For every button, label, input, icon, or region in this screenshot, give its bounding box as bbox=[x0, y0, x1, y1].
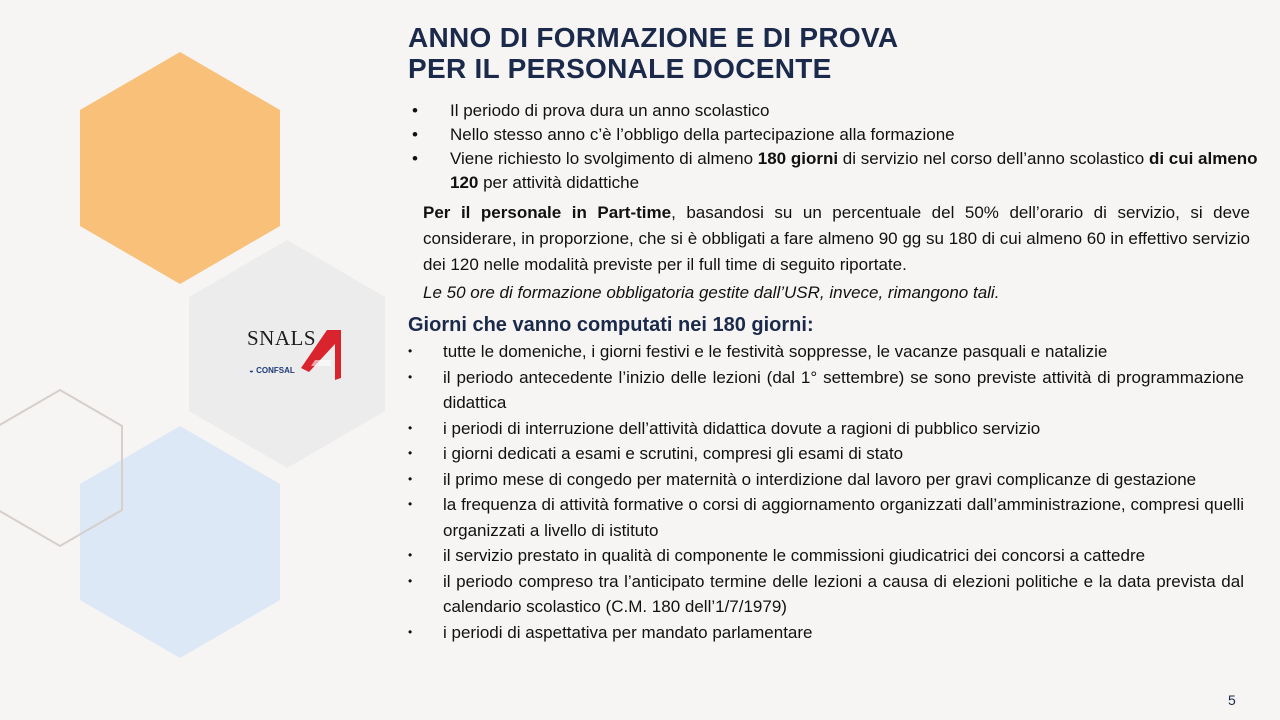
confsal-label: CONFSAL bbox=[256, 366, 295, 375]
bullet-icon: • bbox=[408, 420, 413, 435]
part-time-label: Per il personale in Part-time bbox=[423, 203, 672, 222]
logo-snals-text: SNALS bbox=[247, 326, 317, 350]
bullet-icon: • bbox=[408, 344, 413, 358]
confsal-icon: ◒ bbox=[249, 366, 254, 375]
bullet-icon: • bbox=[408, 573, 413, 588]
slide-title-line-1: ANNO DI FORMAZIONE E DI PROVA bbox=[408, 22, 899, 53]
orange-hexagon bbox=[80, 52, 280, 284]
bullet-icon: • bbox=[412, 125, 418, 144]
page-number: 5 bbox=[1228, 692, 1236, 708]
computed-day-item: • il primo mese di congedo per maternità o interdizione dal lavoro per gravi complicanze di gestazione bbox=[408, 467, 1244, 493]
bullet-icon: • bbox=[408, 446, 413, 460]
bullet-icon: • bbox=[408, 471, 413, 486]
logo-confsal-text bbox=[249, 366, 295, 375]
computed-day-item: • i giorni dedicati a esami e scrutini, compresi gli esami di stato bbox=[408, 441, 1244, 467]
highlight-180-giorni: 180 giorni bbox=[757, 149, 839, 168]
computed-day-item: • il servizio prestato in qualità di componente le commissioni giudicatrici dei concorsi a cattedre bbox=[408, 543, 1244, 569]
training-note: Le 50 ore di formazione obbligatoria gestite dall’USR, invece, rimangono tali. bbox=[423, 283, 1000, 302]
part-time-text: , basandosi su un percentuale del 50% dell’orario di servizio, si deve considerare, in proporzione, che si è obbligati a fare almeno 90 gg su 180 di cui almeno 60 in effettivo servizio dei 120 nelle modalità previste per il full time di seguito riportate. bbox=[423, 203, 1250, 274]
blue-hexagon bbox=[80, 426, 280, 658]
section-subheading: Giorni che vanno computati nei 180 giorni: bbox=[408, 314, 814, 336]
computed-day-item: • il periodo antecedente l’inizio delle lezioni (dal 1° settembre) se sono previste attività di programmazione didattica bbox=[408, 365, 1244, 416]
snals-confsal-logo bbox=[247, 326, 347, 382]
bullet-icon: • bbox=[408, 369, 413, 384]
slide-title bbox=[408, 22, 1228, 84]
bullet-icon: • bbox=[412, 149, 418, 168]
bullet-icon: • bbox=[408, 548, 413, 562]
computed-days-list bbox=[408, 339, 1244, 645]
decorative-hexagons bbox=[0, 0, 420, 720]
intro-bullet-item: • Viene richiesto lo svolgimento di almeno 180 giorni di servizio nel corso dell’anno scolastico di cui almeno 120 per attività didattiche bbox=[412, 149, 1258, 192]
highlight-almeno-120: di cui almeno 120 bbox=[450, 149, 1258, 192]
logo-mark-icon bbox=[301, 330, 343, 380]
intro-bullet-item: • Nello stesso anno c’è l’obbligo della partecipazione alla formazione bbox=[408, 123, 1258, 147]
computed-day-item: • i periodi di interruzione dell’attività didattica dovute a ragioni di pubblico servizio bbox=[408, 416, 1244, 442]
slide-title-line-2: PER IL PERSONALE DOCENTE bbox=[408, 53, 832, 84]
intro-bullet-list bbox=[408, 99, 1258, 195]
computed-day-item: • tutte le domeniche, i giorni festivi e le festività soppresse, le vacanze pasquali e natalizie bbox=[408, 339, 1244, 365]
computed-day-item: • la frequenza di attività formative o corsi di aggiornamento organizzati dall’amministrazione, compresi quelli organizzati a livello di istituto bbox=[408, 492, 1244, 543]
computed-day-item: • il periodo compreso tra l’anticipato termine delle lezioni a causa di elezioni politiche e la data prevista dal calendario scolastico (C.M. 180 dell’1/7/1979) bbox=[408, 569, 1244, 620]
bullet-icon: • bbox=[408, 497, 413, 511]
intro-bullet-item: • Il periodo di prova dura un anno scolastico bbox=[408, 99, 1258, 123]
bullet-icon: • bbox=[412, 101, 418, 120]
computed-day-item: • i periodi di aspettativa per mandato parlamentare bbox=[408, 620, 1244, 646]
bullet-icon: • bbox=[408, 624, 413, 639]
part-time-paragraph bbox=[423, 200, 1250, 278]
